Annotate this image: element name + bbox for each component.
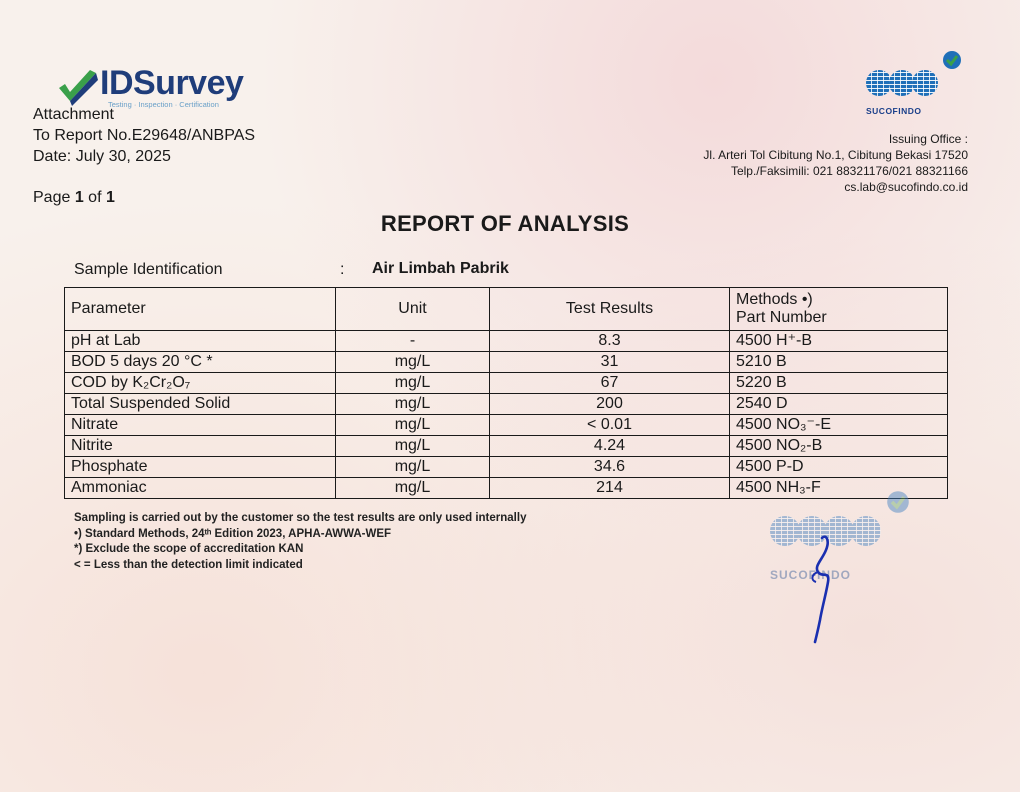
report-number: To Report No.E29648/ANBPAS <box>33 127 256 144</box>
cell-parameter: Phosphate <box>65 457 336 478</box>
badge-check-icon <box>942 50 962 70</box>
table-row <box>65 331 948 352</box>
header-parameter: Parameter <box>65 288 336 331</box>
page-number: Page 1 of 1 <box>33 189 115 206</box>
sucofindo-logo <box>864 50 974 120</box>
cell-method: 5210 B <box>730 352 948 373</box>
footnote-detection-limit: < = Less than the detection limit indicated <box>74 558 303 571</box>
table-row <box>65 394 948 415</box>
cell-parameter: pH at Lab <box>65 331 336 352</box>
globe-icon <box>770 516 800 546</box>
cell-result: 34.6 <box>490 457 730 478</box>
sucofindo-wordmark: SUCOFINDO <box>866 106 922 116</box>
cell-parameter: COD by K₂Cr₂O₇ <box>65 373 336 394</box>
table-row <box>65 373 948 394</box>
cell-parameter: Nitrite <box>65 436 336 457</box>
cell-parameter: Nitrate <box>65 415 336 436</box>
idsurvey-tagline: Testing · Inspection · Certification <box>108 100 219 109</box>
attachment-block <box>33 104 255 167</box>
cell-result: 67 <box>490 373 730 394</box>
footnote-accreditation: *) Exclude the scope of accreditation KAN <box>74 543 304 555</box>
table-row <box>65 436 948 457</box>
sample-identification-label: Sample Identification <box>74 261 223 278</box>
cell-method: 4500 NO₂-B <box>730 436 948 457</box>
cell-unit: mg/L <box>336 436 490 457</box>
issuing-office <box>560 131 968 195</box>
cell-method: 5220 B <box>730 373 948 394</box>
cell-result: 214 <box>490 478 730 499</box>
footnote-sampling: Sampling is carried out by the customer so the test results are only used internally <box>74 512 527 524</box>
footnote-methods: •) Standard Methods, 24ᵗʰ Edition 2023, APHA-AWWA-WEF <box>74 527 392 540</box>
cell-unit: mg/L <box>336 415 490 436</box>
cell-parameter: Total Suspended Solid <box>65 394 336 415</box>
idsurvey-wordmark: IDSurvey <box>100 64 244 102</box>
issuing-email: cs.lab@sucofindo.co.id <box>844 180 968 194</box>
cell-unit: mg/L <box>336 457 490 478</box>
cell-parameter: Ammoniac <box>65 478 336 499</box>
table-row <box>65 352 948 373</box>
badge-check-icon <box>886 490 910 514</box>
cell-result: 31 <box>490 352 730 373</box>
cell-method: 2540 D <box>730 394 948 415</box>
report-title: REPORT OF ANALYSIS <box>380 211 630 236</box>
signature-icon <box>800 530 860 650</box>
report-date: Date: July 30, 2025 <box>33 148 171 165</box>
cell-method: 4500 NH₃-F <box>730 478 948 499</box>
cell-method: 4500 NO₃⁻-E <box>730 415 948 436</box>
header-test-results: Test Results <box>490 288 730 331</box>
table-row <box>65 457 948 478</box>
sample-colon: : <box>340 261 345 278</box>
results-table <box>64 287 948 499</box>
cell-unit: mg/L <box>336 478 490 499</box>
issuing-phone: Telp./Faksimili: 021 88321176/021 88321166 <box>730 164 968 178</box>
sample-identification-value: Air Limbah Pabrik <box>372 260 509 277</box>
table-header-row <box>65 288 948 331</box>
stamp-wordmark: SUCOFINDO <box>770 568 851 582</box>
cell-unit: - <box>336 331 490 352</box>
issuing-office-label: Issuing Office : <box>888 132 968 146</box>
cell-method: 4500 P-D <box>730 457 948 478</box>
cell-parameter: BOD 5 days 20 °C * <box>65 352 336 373</box>
footnotes <box>74 511 526 573</box>
table-row <box>65 415 948 436</box>
cell-result: 4.24 <box>490 436 730 457</box>
header-methods: Methods •) Part Number <box>730 288 948 331</box>
cell-result: 8.3 <box>490 331 730 352</box>
cell-method: 4500 H⁺-B <box>730 331 948 352</box>
checkmark-logo-icon <box>56 68 100 108</box>
issuing-address: Jl. Arteri Tol Cibitung No.1, Cibitung Bekasi 17520 <box>703 148 968 162</box>
cell-unit: mg/L <box>336 352 490 373</box>
cell-unit: mg/L <box>336 394 490 415</box>
globe-icons <box>866 70 935 96</box>
attachment-label: Attachment <box>33 106 114 123</box>
cell-result: 200 <box>490 394 730 415</box>
cell-unit: mg/L <box>336 373 490 394</box>
header-unit: Unit <box>336 288 490 331</box>
cell-result: < 0.01 <box>490 415 730 436</box>
globe-icon <box>912 70 938 96</box>
